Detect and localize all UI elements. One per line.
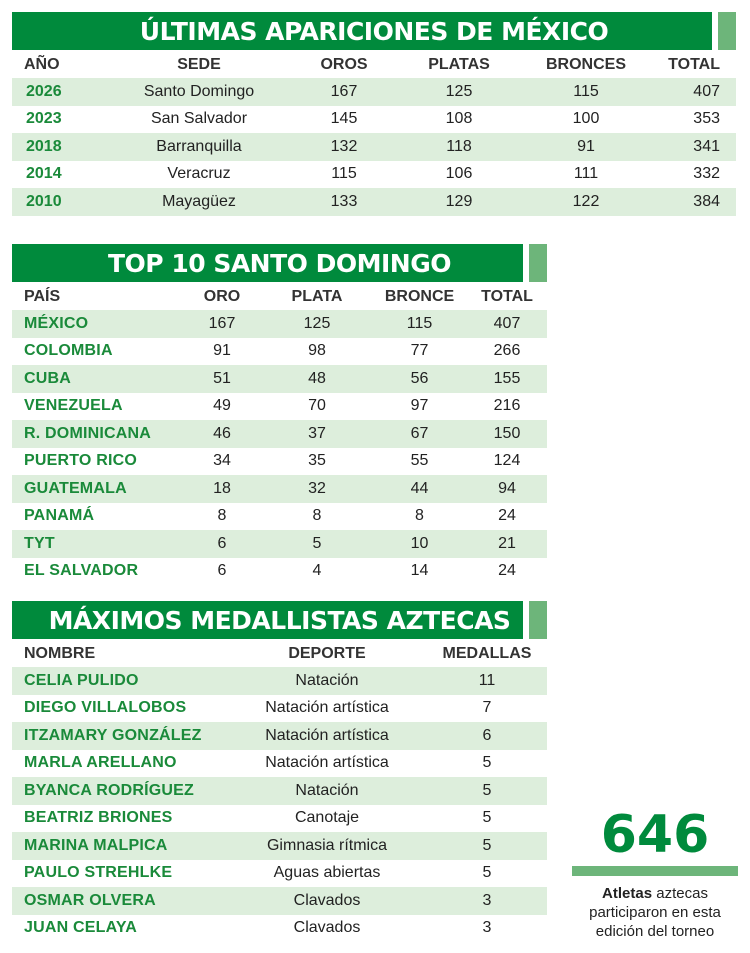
top10-header-0: PAÍS [24,288,61,305]
table-row [12,503,547,531]
medallistas-cell: Clavados [227,887,427,915]
top10-header-1: ORO [203,288,241,305]
top10-table [12,284,547,585]
medallistas-cell: 5 [482,754,492,772]
apariciones-cell: 125 [394,78,524,106]
top10-cell: 125 [262,310,372,338]
medallistas-header-row [12,641,547,667]
apariciones-cell: 2018 [12,133,104,161]
medallistas-cell: CELIA PULIDO [12,667,227,695]
table-row [12,558,547,586]
medallistas-cell: ITZAMARY GONZÁLEZ [12,722,227,750]
apariciones-header-1: SEDE [177,56,221,73]
top10-header-2: PLATA [291,288,343,305]
top10-header-row [12,284,547,310]
apariciones-cell: 106 [445,165,473,183]
table-row [12,750,547,778]
table-row [12,420,547,448]
atletas-callout [572,806,738,941]
medallistas-cell: 3 [482,919,492,937]
table-row [12,188,736,216]
table-row [12,475,547,503]
top10-cell: VENEZUELA [24,397,123,415]
apariciones-cell: 111 [573,165,599,183]
table-row [12,78,736,106]
top10-cell: 55 [410,452,429,470]
medallistas-cell: Canotaje [294,809,360,827]
atletas-bold: Atletas [602,885,653,902]
table-row [12,393,547,421]
top10-cell: 167 [182,310,262,338]
top10-title-banner [12,244,547,282]
apariciones-cell: 132 [294,133,394,161]
apariciones-cell: Veracruz [167,165,231,183]
medallistas-cell: Natación artística [227,722,427,750]
table-row [12,805,547,833]
top10-cell: 14 [410,562,429,580]
apariciones-cell: 2026 [12,78,104,106]
apariciones-cell: 115 [331,165,357,183]
top10-cell: 266 [493,342,521,360]
apariciones-cell: 384 [648,188,736,216]
top10-cell: 70 [308,397,326,415]
medallistas-cell: 6 [427,722,547,750]
apariciones-cell: 167 [294,78,394,106]
table-row [12,530,547,558]
top10-cell: 124 [493,452,521,470]
top10-cell: MÉXICO [12,310,182,338]
top10-cell: 115 [372,310,467,338]
medallistas-title: MÁXIMOS MEDALLISTAS AZTECAS [48,605,511,635]
top10-cell: 37 [262,420,372,448]
medallistas-cell: 5 [427,777,547,805]
apariciones-cell: 118 [394,133,524,161]
top10-cell: 18 [182,475,262,503]
top10-cell: EL SALVADOR [24,562,139,580]
apariciones-cell: 133 [294,188,394,216]
apariciones-cell: 332 [693,165,720,183]
top10-header-4: TOTAL [481,288,533,305]
top10-cell: R. DOMINICANA [12,420,182,448]
medallistas-cell: BYANCA RODRÍGUEZ [12,777,227,805]
top10-cell: 407 [467,310,547,338]
apariciones-title-banner [12,12,736,50]
table-row [12,133,736,161]
apariciones-cell: 145 [330,110,358,128]
top10-cell: 5 [262,530,372,558]
medallistas-cell: 11 [427,667,547,695]
medallistas-cell: 5 [427,832,547,860]
table-row [12,310,547,338]
top10-cell: 34 [213,452,231,470]
top10-cell: 4 [312,562,322,580]
top10-cell: 8 [217,507,227,525]
medallistas-table [12,641,547,942]
top10-body [12,310,547,585]
atletas-line1: aztecas [652,885,708,902]
top10-title: TOP 10 SANTO DOMINGO [108,248,451,278]
apariciones-cell: 407 [648,78,736,106]
top10-cell: 77 [410,342,429,360]
top10-cell: PANAMÁ [24,507,95,525]
apariciones-header-0: AÑO [24,56,60,73]
apariciones-cell: Barranquilla [104,133,294,161]
table-row [12,667,547,695]
apariciones-cell: 129 [394,188,524,216]
apariciones-header-row [12,52,736,78]
medallistas-header-1: DEPORTE [288,645,366,662]
top10-cell: 48 [262,365,372,393]
medallistas-title-banner [12,601,547,639]
medallistas-cell: 3 [427,887,547,915]
top10-cell: 216 [493,397,521,415]
top10-cell: 44 [372,475,467,503]
apariciones-cell: 115 [524,78,648,106]
table-row [12,860,547,888]
medallistas-cell: BEATRIZ BRIONES [24,809,173,827]
apariciones-cell: 2014 [26,165,62,183]
top10-cell: 150 [467,420,547,448]
apariciones-cell: 100 [572,110,600,128]
table-row [12,832,547,860]
apariciones-cell: 2023 [26,110,62,128]
table-row [12,915,547,943]
apariciones-body [12,78,736,216]
apariciones-cell: 2010 [12,188,104,216]
top10-cell: CUBA [12,365,182,393]
top10-cell: GUATEMALA [12,475,182,503]
top10-cell: 35 [308,452,326,470]
atletas-bar [572,866,738,876]
top10-cell: 8 [312,507,322,525]
top10-cell: TYT [12,530,182,558]
medallistas-cell: Clavados [293,919,361,937]
table-row [12,365,547,393]
banner-stripe [718,12,736,50]
table-row [12,106,736,134]
top10-cell: 91 [213,342,231,360]
top10-cell: 49 [213,397,231,415]
top10-cell: 51 [182,365,262,393]
top10-header-3: BRONCE [384,288,455,305]
top10-cell: 32 [262,475,372,503]
apariciones-cell: 341 [648,133,736,161]
medallistas-cell: OSMAR OLVERA [12,887,227,915]
top10-cell: PUERTO RICO [24,452,138,470]
medallistas-cell: MARINA MALPICA [12,832,227,860]
top10-cell: 94 [467,475,547,503]
atletas-description [572,884,738,941]
table-row [12,695,547,723]
apariciones-header-3: PLATAS [428,56,490,73]
top10-cell: 56 [372,365,467,393]
top10-cell: 97 [410,397,429,415]
top10-cell: 46 [182,420,262,448]
banner-stripe [529,244,547,282]
medallistas-body [12,667,547,942]
apariciones-cell: Mayagüez [104,188,294,216]
apariciones-header-2: OROS [320,56,368,73]
top10-cell: 10 [372,530,467,558]
medallistas-cell: Gimnasia rítmica [227,832,427,860]
atletas-line2: participaron en esta [589,904,721,921]
table-row [12,777,547,805]
apariciones-header-4: BRONCES [545,56,626,73]
atletas-number: 646 [600,805,710,865]
apariciones-cell: Santo Domingo [104,78,294,106]
apariciones-title: ÚLTIMAS APARICIONES DE MÉXICO [139,16,609,46]
apariciones-cell: 91 [524,133,648,161]
top10-cell: 6 [217,562,227,580]
top10-cell: 24 [498,507,516,525]
medallistas-cell: Natación artística [265,754,389,772]
apariciones-cell: 108 [445,110,473,128]
table-row [12,722,547,750]
medallistas-cell: Natación [227,667,427,695]
top10-cell: 24 [498,562,516,580]
medallistas-cell: Aguas abiertas [273,864,381,882]
medallistas-header-0: NOMBRE [24,645,96,662]
apariciones-cell: San Salvador [150,110,248,128]
table-row [12,448,547,476]
medallistas-cell: 5 [482,864,492,882]
atletas-line3: edición del torneo [595,923,715,940]
medallistas-cell: MARLA ARELLANO [24,754,177,772]
banner-stripe [529,601,547,639]
medallistas-cell: DIEGO VILLALOBOS [24,699,187,717]
medallistas-cell: PAULO STREHLKE [24,864,173,882]
top10-cell: 8 [415,507,424,525]
medallistas-cell: Natación [227,777,427,805]
apariciones-cell: 353 [693,110,720,128]
top10-cell: 67 [372,420,467,448]
top10-cell: COLOMBIA [24,342,113,360]
medallistas-cell: Natación artística [265,699,389,717]
table-row [12,161,736,189]
top10-cell: 155 [467,365,547,393]
apariciones-table [12,52,736,216]
table-row [12,338,547,366]
medallistas-header-2: MEDALLAS [442,645,532,662]
medallistas-cell: 5 [482,809,492,827]
top10-cell: 6 [182,530,262,558]
apariciones-header-5: TOTAL [668,56,720,73]
medallistas-cell: JUAN CELAYA [24,919,138,937]
top10-cell: 98 [308,342,326,360]
table-row [12,887,547,915]
apariciones-cell: 122 [524,188,648,216]
top10-cell: 21 [467,530,547,558]
medallistas-cell: 7 [482,699,492,717]
